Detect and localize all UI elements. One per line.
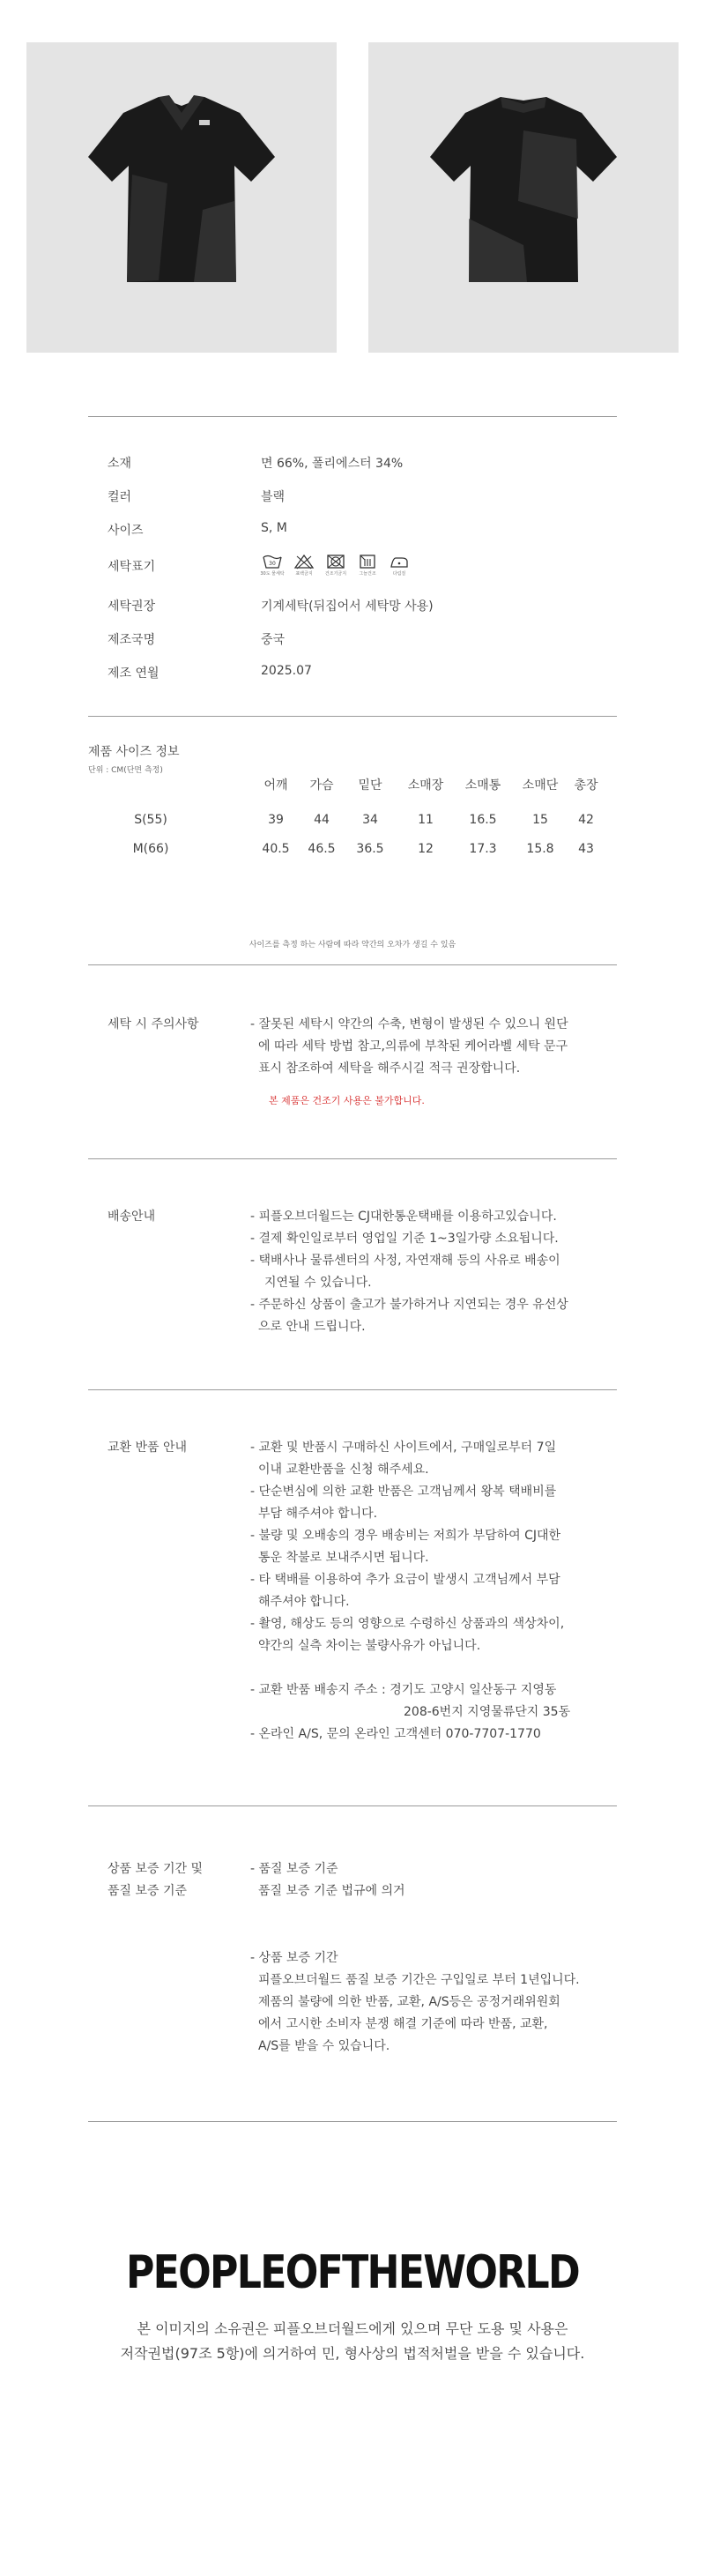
shipping-label: 배송안내 [108,1210,156,1224]
shipping-line: - 피플오브더월드는 CJ대한통운택배를 이용하고있습니다. [250,1210,557,1224]
spec-value-country: 중국 [261,633,286,647]
divider [88,1389,617,1390]
divider [88,1805,617,1806]
care-caption: 건조기금지 [324,571,347,577]
size-cell: 40.5 [262,842,290,856]
product-photo-back [368,42,679,353]
dryer-warning: 본 제품은 건조기 사용은 불가합니다. [269,1095,425,1106]
divider [88,716,617,717]
size-cell: 17.3 [469,842,497,856]
divider [88,1158,617,1159]
spec-value-wash: 기계세탁(뒤집어서 세탁망 사용) [261,599,434,614]
return-address [250,1679,620,1746]
size-table-note: 사이즈를 측정 하는 사람에 따라 약간의 오차가 생길 수 있음 [249,941,456,949]
copyright-notice [0,2317,705,2366]
exchange-line: - 교환 및 반품시 구매하신 사이트에서, 구매일로부터 7일 [250,1441,557,1455]
exchange-line: - 타 택배를 이용하여 추가 요금이 발생시 고객님께서 부담 [250,1573,560,1587]
brand-logo: PEOPLEOFTHEWORLD [125,2246,580,2299]
line-dry-icon [356,554,379,578]
size-header-chest: 가슴 [309,778,334,793]
shipping-line: 으로 안내 드립니다. [258,1320,366,1334]
warranty-line: - 품질 보증 기준 [250,1862,338,1876]
size-header-shoulder: 어깨 [263,778,288,793]
spec-label-country: 제조국명 [108,633,156,647]
washing-line: 표시 참조하여 세탁을 해주시길 적극 권장합니다. [258,1061,521,1076]
care-caption: 표백금지 [295,571,313,577]
wash-30-icon [261,554,284,578]
exchange-line: 해주셔야 합니다. [258,1595,350,1609]
size-cell: 43 [578,842,594,856]
size-cell: 46.5 [308,842,336,856]
washing-line: - 잘못된 세탁시 약간의 수축, 변형이 발생된 수 있으니 원단 [250,1017,568,1031]
warranty-line: 피플오브더월드 품질 보증 기간은 구입일로 부터 1년입니다. [258,1973,580,1987]
size-cell: 34 [362,813,378,827]
washing-label: 세탁 시 주의사항 [108,1017,199,1031]
spec-label-size: 사이즈 [108,524,144,538]
size-cell: 16.5 [469,813,497,827]
spec-value-color: 블랙 [261,490,286,504]
warranty-line: 에서 고시한 소비자 분쟁 해결 기준에 따라 반품, 교환, [258,2017,548,2031]
divider [88,416,617,417]
exchange-line: - 단순변심에 의한 교환 반품은 고객님께서 왕복 택배비를 [250,1485,557,1499]
warranty-label [108,1858,203,1902]
exchange-line: 통운 착불로 보내주시면 됩니다. [258,1551,429,1565]
size-cell: 39 [268,813,284,827]
shipping-line: - 택배사나 물류센터의 사정, 자연재해 등의 사유로 배송이 [250,1254,560,1268]
warranty-line: 제품의 불량에 의한 반품, 교환, A/S등은 공정거래위원회 [258,1995,560,2009]
no-bleach-icon [293,554,315,578]
size-table-title: 제품 사이즈 정보 [88,745,180,759]
return-address-line2: 208-6번지 지영물류단지 35동 [404,1705,571,1719]
size-header-sleeve-width: 소매통 [464,778,501,793]
spec-label-care: 세탁표기 [108,560,156,574]
shipping-line: - 주문하신 상품이 출고가 불가하거나 지연되는 경우 유선상 [250,1298,568,1312]
size-cell: 15.8 [526,842,554,856]
shipping-text [250,1206,620,1338]
care-caption: 그늘건조 [359,571,376,577]
exchange-line: - 촬영, 해상도 등의 영향으로 수령하신 상품과의 색상차이, [250,1617,565,1631]
size-cell: 15 [532,813,548,827]
shipping-line: - 결제 확인일로부터 영업일 기준 1~3일가량 소요됩니다. [250,1232,559,1246]
warranty-label-line1: 상품 보증 기간 및 [108,1862,204,1876]
size-cell: 42 [578,813,594,827]
warranty-line: 품질 보증 기준 법규에 의거 [258,1884,405,1898]
care-icon-row [261,554,411,578]
spec-value-material: 면 66%, 폴리에스터 34% [261,457,404,471]
size-cell: 11 [418,813,434,827]
spec-value-date: 2025.07 [261,664,312,678]
no-tumble-dry-icon [324,554,347,578]
warranty-line: A/S를 받을 수 있습니다. [258,2039,390,2053]
warranty-criteria [250,1858,620,1902]
size-row-label: S(55) [134,813,167,827]
size-cell: 36.5 [356,842,384,856]
spec-label-material: 소재 [108,457,132,471]
warranty-line: - 상품 보증 기간 [250,1951,338,1965]
size-header-sleeve-opening: 소매단 [522,778,559,793]
care-caption: 다림질 [392,571,406,577]
exchange-line: 부담 해주셔야 합니다. [258,1507,378,1521]
shipping-line: 지연될 수 있습니다. [264,1276,372,1290]
exchange-line: - 불량 및 오배송의 경우 배송비는 저희가 부담하여 CJ대한 [250,1529,561,1543]
spec-label-color: 컬러 [108,490,132,504]
iron-low-icon [388,554,411,578]
exchange-line: 약간의 실측 차이는 불량사유가 아닙니다. [258,1639,481,1653]
size-header-sleeve-length: 소매장 [407,778,444,793]
size-row-label: M(66) [132,842,169,856]
size-cell: 44 [314,813,330,827]
divider [88,964,617,965]
exchange-label: 교환 반품 안내 [108,1441,188,1455]
washing-line: 에 따라 세탁 방법 참고,의류에 부착된 케어라벨 세탁 문구 [258,1039,568,1053]
warranty-label-line2: 품질 보증 기준 [108,1884,188,1898]
shirt-front-image [26,42,337,353]
svg-text:30: 30 [269,561,276,567]
exchange-line: 이내 교환반품을 신청 해주세요. [258,1463,429,1477]
divider [88,2121,617,2122]
size-cell: 12 [418,842,434,856]
spec-label-wash: 세탁권장 [108,599,156,614]
shirt-back-image [368,42,679,353]
size-header-hem: 밑단 [358,778,382,793]
product-photo-front [26,42,337,353]
size-table-unit: 단위 : CM(단면 측정) [88,766,163,775]
return-address-label: - 교환 반품 배송지 주소 : [250,1683,386,1697]
exchange-text [250,1437,620,1657]
spec-label-date: 제조 연월 [108,666,160,681]
care-caption: 30도 물세탁 [260,571,285,577]
copyright-line: 본 이미지의 소유권은 피플오브더월드에게 있으며 무단 도용 및 사용은 [137,2320,568,2337]
warranty-period [250,1947,620,2058]
washing-text [250,1014,620,1080]
copyright-line: 저작권법(97조 5항)에 의거하여 민, 형사상의 법적처벌을 받을 수 있습니다. [120,2345,585,2362]
size-header-total-length: 총장 [574,778,598,793]
customer-service-line: - 온라인 A/S, 문의 온라인 고객센터 070-7707-1770 [250,1727,541,1741]
spec-value-size: S, M [261,521,287,535]
return-address-line1: 경기도 고양시 일산동구 지영동 [390,1683,557,1697]
